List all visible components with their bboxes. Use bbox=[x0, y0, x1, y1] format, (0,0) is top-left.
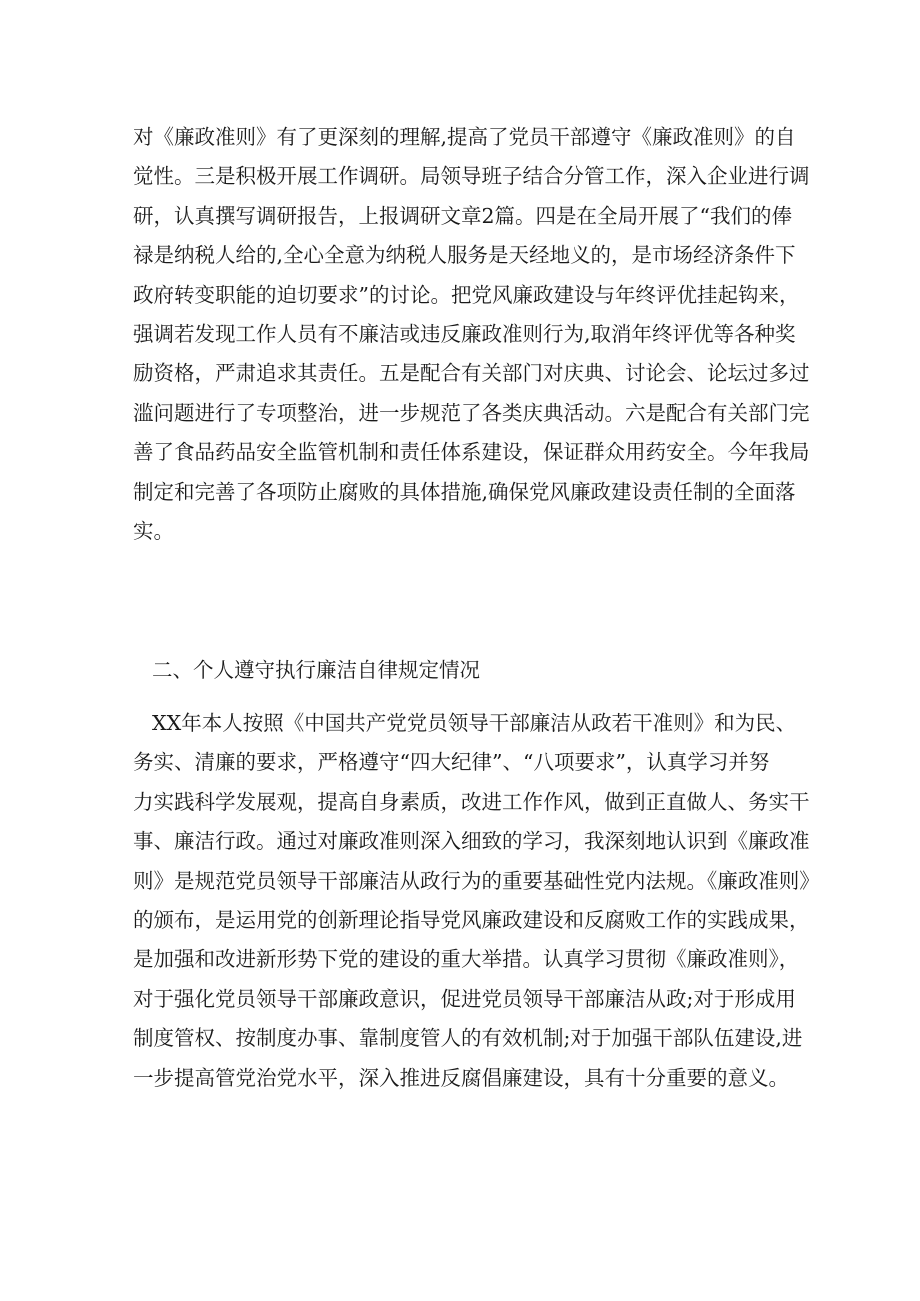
text-line: 是加强和改进新形势下党的建设的重大举措。认真学习贯彻《廉政准则》， bbox=[133, 947, 800, 972]
paragraph-2 bbox=[133, 704, 820, 1098]
text-line: 觉性。三是积极开展工作调研。局领导班子结合分管工作，深入企业进行调 bbox=[133, 164, 810, 189]
text-line: 的颁布，是运用党的创新理论指导党风廉政建设和反腐败工作的实践成果， bbox=[133, 907, 810, 932]
text-line: 务实、清廉的要求，严格遵守“四大纪律”、“八项要求”，认真学习并努 bbox=[133, 750, 770, 775]
paragraph-1 bbox=[133, 118, 813, 551]
text-line: 禄是纳税人给的,全心全意为纳税人服务是天经地义的，是市场经济条件下 bbox=[133, 243, 796, 268]
text-line: XX年本人按照《中国共产党党员领导干部廉洁从政若干准则》和为民、 bbox=[152, 711, 797, 735]
text-line: 研，认真撰写调研报告，上报调研文章2篇。四是在全局开展了“我们的俸 bbox=[133, 203, 793, 228]
text-line: 事、廉洁行政。通过对廉政准则深入细致的学习，我深刻地认识到《廉政准 bbox=[133, 829, 810, 854]
section-heading: 二、个人遵守执行廉洁自律规定情况 bbox=[152, 658, 480, 682]
text-line: 强调若发现工作人员有不廉洁或违反廉政准则行为,取消年终评优等各种奖 bbox=[133, 321, 796, 346]
text-line: 一步提高管党治党水平，深入推进反腐倡廉建设，具有十分重要的意义。 bbox=[133, 1065, 789, 1090]
text-line: 善了食品药品安全监管机制和责任体系建设，保证群众用药安全。今年我局 bbox=[133, 440, 810, 465]
text-line: 实。 bbox=[133, 518, 174, 543]
text-line: 对《廉政准则》有了更深刻的理解,提高了党员干部遵守《廉政准则》的自 bbox=[133, 125, 796, 149]
text-line: 则》是规范党员领导干部廉洁从政行为的重要基础性党内法规。《廉政准则》 bbox=[133, 868, 820, 893]
text-line: 励资格，严肃追求其责任。五是配合有关部门对庆典、讨论会、论坛过多过 bbox=[133, 361, 810, 386]
text-line: 制度管权、按制度办事、靠制度管人的有效机制;对于加强干部队伍建设,进 bbox=[133, 1026, 803, 1051]
text-line: 政府转变职能的迫切要求”的讨论。把党风廉政建设与年终评优挂起钩来， bbox=[133, 282, 800, 307]
text-line: 制定和完善了各项防止腐败的具体措施,确保党风廉政建设责任制的全面落 bbox=[133, 479, 796, 504]
text-line: 对于强化党员领导干部廉政意识，促进党员领导干部廉洁从政;对于形成用 bbox=[133, 986, 796, 1011]
text-line: 滥问题进行了专项整治，进一步规范了各类庆典活动。六是配合有关部门完 bbox=[133, 400, 810, 425]
text-line: 力实践科学发展观，提高自身素质，改进工作作风，做到正直做人、务实干 bbox=[133, 789, 810, 814]
